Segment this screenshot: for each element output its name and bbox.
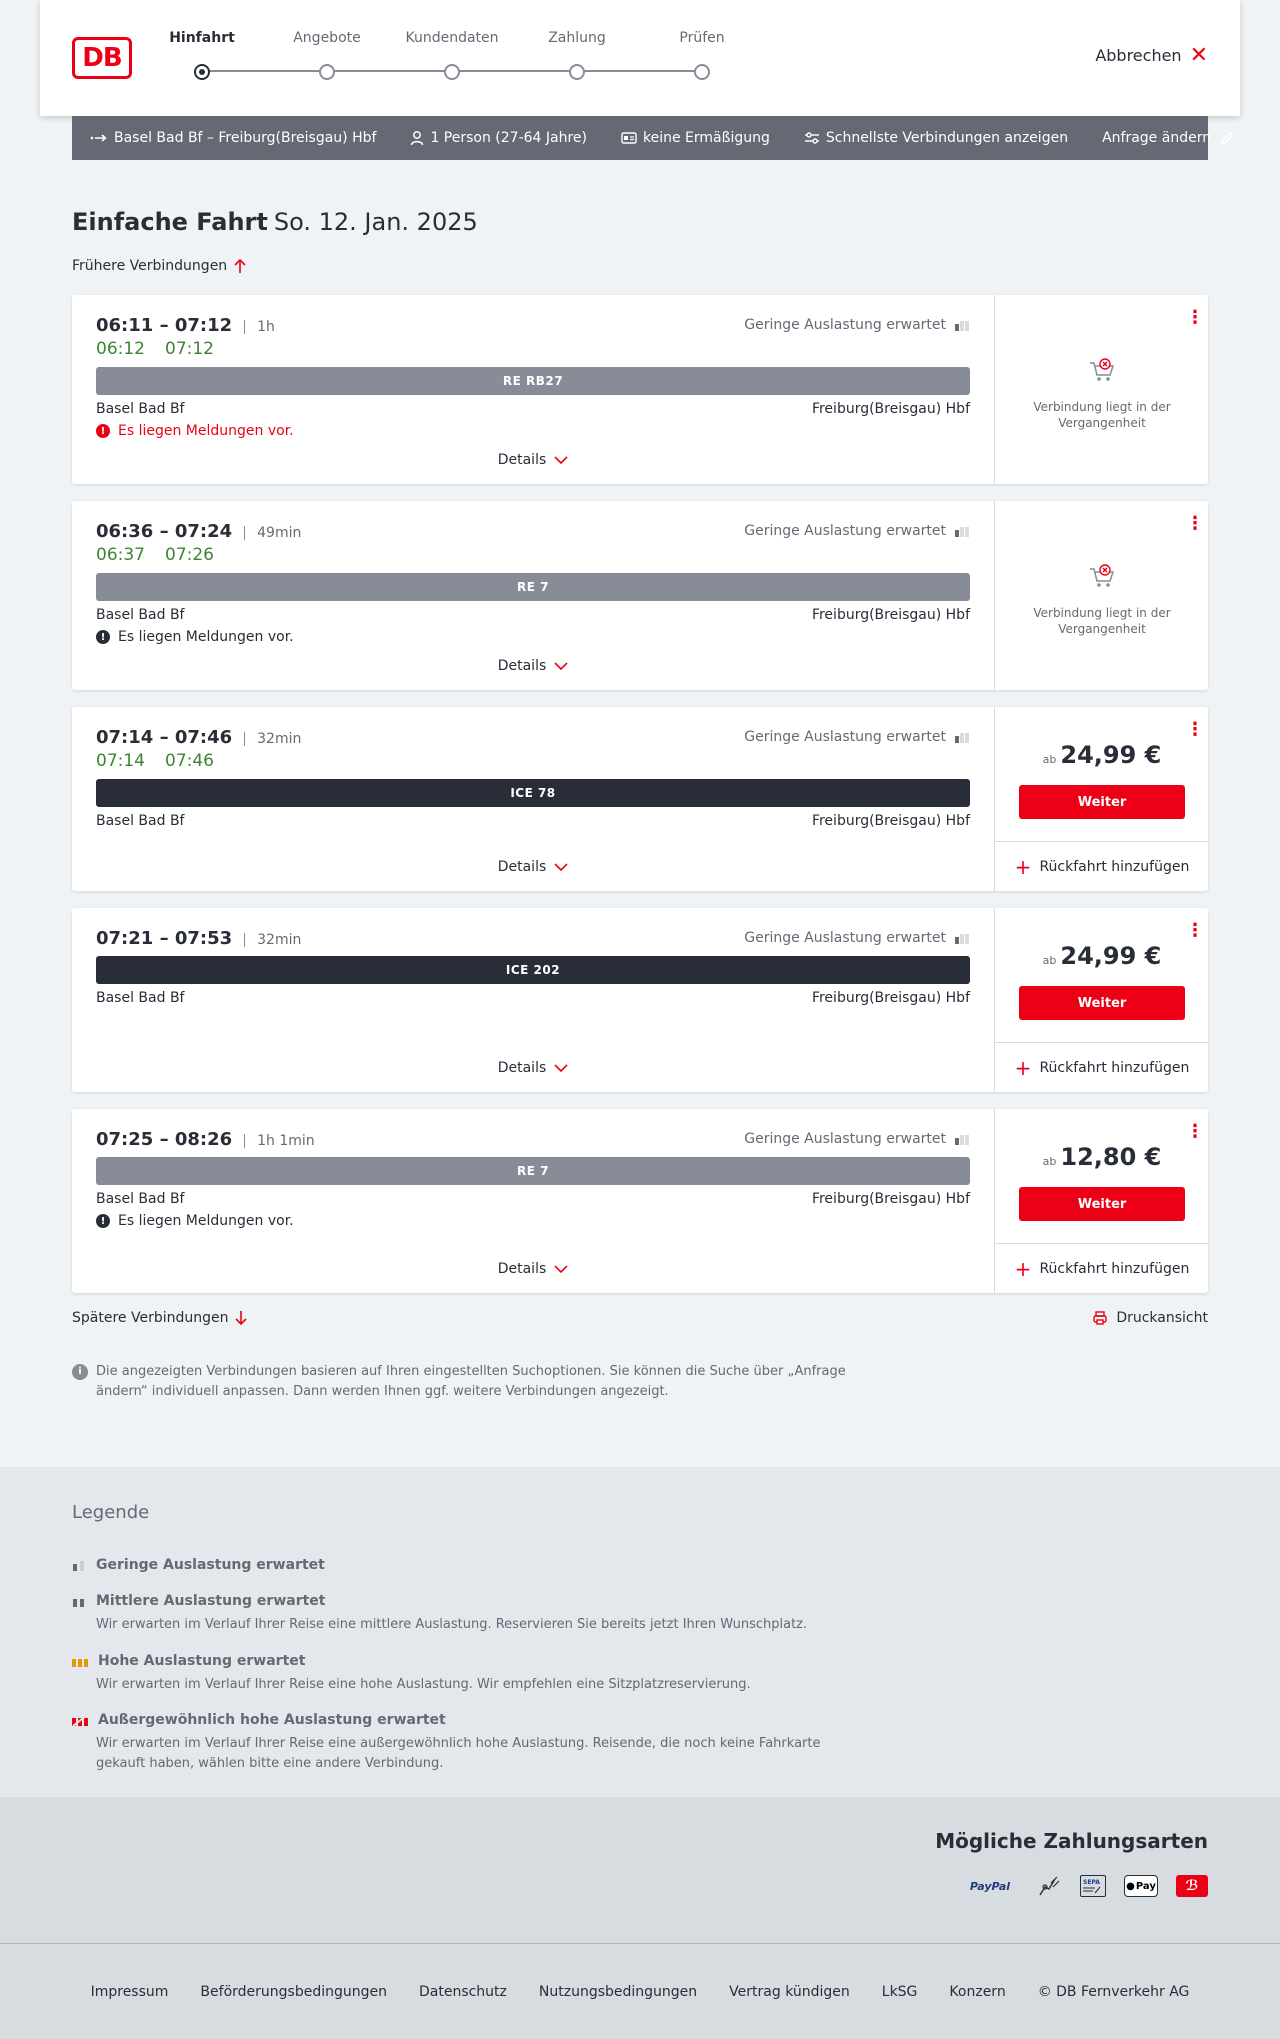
chevron-down-icon — [554, 456, 568, 464]
step-kundendaten — [402, 30, 502, 80]
footer-link-konzern[interactable]: Konzern — [949, 1983, 1006, 2000]
details-label: Details — [497, 859, 547, 875]
step-dot — [319, 64, 335, 80]
progress-stepper — [169, 30, 758, 90]
query-option — [804, 130, 1068, 146]
step-dot — [569, 64, 585, 80]
cancel-button[interactable] — [1095, 42, 1208, 68]
add-return-trip-label: Rückfahrt hinzufügen — [1039, 1059, 1190, 1076]
load-indicator — [744, 1131, 970, 1147]
search-info-note — [72, 1362, 852, 1402]
stations — [96, 607, 970, 623]
realtime-arrival: 07:46 — [165, 751, 214, 771]
continue-button[interactable]: Weiter — [1019, 986, 1185, 1020]
page-title — [72, 208, 478, 236]
connection-card — [72, 501, 1208, 690]
paypal-label: PayPal — [969, 1879, 1011, 1893]
connection-offer — [994, 295, 1208, 484]
details-label: Details — [497, 1060, 547, 1076]
realtime-departure: 06:12 — [96, 339, 145, 359]
add-return-trip-button[interactable] — [995, 1243, 1209, 1293]
step-dot — [694, 64, 710, 80]
arrival-station: Freiburg(Breisgau) Hbf — [811, 990, 970, 1006]
query-persons — [410, 130, 587, 146]
alert-icon: ! — [96, 424, 110, 438]
legend-item-label: Hohe Auslastung erwartet — [98, 1653, 306, 1669]
payment-methods — [0, 1797, 1280, 1943]
step-dot — [444, 64, 460, 80]
connection-duration: 32min — [244, 732, 301, 746]
continue-button[interactable]: Weiter — [1019, 1187, 1185, 1221]
departure-station: Basel Bad Bf — [96, 401, 185, 417]
price-prefix: ab — [1042, 954, 1057, 967]
page-title-type: Einfache Fahrt — [72, 208, 268, 236]
footer — [0, 1943, 1280, 2039]
stations — [96, 813, 970, 829]
plus-icon: + — [1014, 854, 1032, 879]
past-connection-notice — [995, 561, 1209, 637]
chevron-down-icon — [554, 1265, 568, 1273]
connection-offer — [994, 1109, 1208, 1293]
continue-button[interactable]: Weiter — [1019, 785, 1185, 819]
footer-link-befoerderungsbedingungen[interactable]: Beförderungsbedingungen — [200, 1983, 387, 2000]
connection-times — [96, 928, 301, 949]
load-label: Geringe Auslastung erwartet — [744, 317, 946, 333]
alert-text: Es liegen Meldungen vor. — [118, 1213, 294, 1229]
occupancy-low-icon — [954, 730, 970, 744]
connection-main — [72, 295, 994, 484]
connection-duration: 32min — [244, 933, 301, 947]
later-connections-link[interactable] — [72, 1310, 248, 1326]
print-view-label: Druckansicht — [1116, 1310, 1208, 1326]
apple-pay-label: Pay — [1135, 1880, 1156, 1892]
connection-card — [72, 707, 1208, 891]
load-indicator — [744, 930, 970, 946]
apple-logo-icon: ● — [1126, 1880, 1135, 1892]
more-options-icon[interactable]: ⋮ — [1186, 719, 1204, 740]
connection-main — [72, 908, 994, 1092]
cancel-label: Abbrechen — [1095, 46, 1182, 65]
price-prefix: ab — [1042, 753, 1057, 766]
load-label: Geringe Auslastung erwartet — [744, 1131, 946, 1147]
legend-item-title — [72, 1653, 872, 1669]
footer-link-vertrag-kuendigen[interactable]: Vertrag kündigen — [729, 1983, 850, 2000]
chevron-down-icon — [554, 662, 568, 670]
legend-title: Legende — [72, 1502, 150, 1523]
step-label: Prüfen — [679, 30, 725, 46]
train-bar[interactable]: RE 7 — [96, 573, 970, 601]
alert-icon: ! — [96, 1214, 110, 1228]
change-request-button[interactable] — [1102, 130, 1235, 146]
realtime-times — [96, 751, 234, 771]
header — [40, 0, 1240, 116]
connection-main — [72, 707, 994, 891]
past-connection-notice — [995, 355, 1209, 431]
later-connections-label: Spätere Verbindungen — [72, 1310, 229, 1326]
train-bar[interactable]: RE 7 — [96, 1157, 970, 1185]
cart-unavailable-icon — [1087, 355, 1117, 385]
past-connection-text: Verbindung liegt in der Vergangenheit — [1033, 400, 1171, 430]
planned-times: 06:11 – 07:12 — [96, 315, 233, 336]
departure-station: Basel Bad Bf — [96, 990, 185, 1006]
planned-times: 07:14 – 07:46 — [96, 727, 233, 748]
connection-duration: 49min — [244, 526, 301, 540]
payment-methods-title: Mögliche Zahlungsarten — [935, 1829, 1208, 1853]
direct-debit-icon — [1036, 1875, 1062, 1897]
paypal-icon — [962, 1875, 1018, 1897]
step-zahlung — [527, 30, 627, 80]
legend-item-medium — [72, 1593, 872, 1635]
price — [995, 741, 1209, 769]
alert-text: Es liegen Meldungen vor. — [118, 629, 294, 645]
chevron-down-icon — [554, 1064, 568, 1072]
person-icon — [410, 130, 424, 146]
train-bar[interactable]: ICE 78 — [96, 779, 970, 807]
connection-times — [96, 727, 301, 748]
occupancy-high-icon — [72, 1654, 88, 1668]
more-options-icon[interactable]: ⋮ — [1186, 920, 1204, 941]
alert-message — [96, 629, 294, 645]
connection-main — [72, 501, 994, 690]
db-bonus-icon: ℬ — [1176, 1875, 1208, 1897]
train-bar[interactable]: ICE 202 — [96, 956, 970, 984]
more-options-icon[interactable]: ⋮ — [1186, 1121, 1204, 1142]
connection-times — [96, 521, 301, 542]
arrival-station: Freiburg(Breisgau) Hbf — [811, 607, 970, 623]
query-option-label: Schnellste Verbindungen anzeigen — [825, 130, 1069, 146]
load-indicator — [744, 523, 970, 539]
legend-item-high — [72, 1653, 872, 1695]
step-label: Hinfahrt — [169, 30, 235, 46]
price-value: 12,80 € — [1060, 1143, 1162, 1171]
arrival-station: Freiburg(Breisgau) Hbf — [811, 813, 970, 829]
realtime-arrival: 07:26 — [165, 545, 214, 565]
query-summary-bar — [72, 116, 1212, 160]
sepa-icon — [1080, 1875, 1106, 1897]
occupancy-very-high-icon — [72, 1713, 88, 1727]
legend-item-label: Mittlere Auslastung erwartet — [96, 1593, 326, 1609]
details-label: Details — [497, 1261, 547, 1277]
legend-item-title — [72, 1557, 872, 1573]
details-toggle[interactable] — [72, 1060, 994, 1076]
connection-duration: 1h — [244, 320, 275, 334]
step-dot-active — [194, 64, 210, 80]
filter-icon — [804, 131, 820, 145]
sepa-label: SEPA — [1083, 1878, 1100, 1886]
footer-link-datenschutz[interactable]: Datenschutz — [418, 1983, 507, 2000]
realtime-departure: 07:14 — [96, 751, 145, 771]
departure-station: Basel Bad Bf — [96, 813, 185, 829]
printer-icon — [1092, 1310, 1108, 1326]
planned-times: 06:36 – 07:24 — [96, 521, 233, 542]
legend-item-description: Wir erwarten im Verlauf Ihrer Reise eine hohe Auslastung. Wir empfehlen eine Sitzplatzreservierung. — [96, 1677, 751, 1692]
train-bar[interactable]: RE RB27 — [96, 367, 970, 395]
price — [995, 942, 1209, 970]
legend-item-description: Wir erwarten im Verlauf Ihrer Reise eine mittlere Auslastung. Reservieren Sie bereits jetzt Ihren Wunschplatz. — [96, 1617, 808, 1632]
more-options-icon[interactable]: ⋮ — [1186, 513, 1204, 534]
planned-times: 07:21 – 07:53 — [96, 928, 233, 949]
legend-item-title — [72, 1712, 872, 1728]
occupancy-low-icon — [954, 931, 970, 945]
change-request-label: Anfrage ändern — [1102, 130, 1212, 146]
legend-item-very-high — [72, 1712, 872, 1774]
realtime-times — [96, 545, 234, 565]
price-value: 24,99 € — [1060, 942, 1162, 970]
chevron-down-icon — [554, 863, 568, 871]
add-return-trip-button[interactable] — [995, 841, 1209, 891]
plus-icon: + — [1014, 1256, 1032, 1281]
connection-duration: 1h 1min — [244, 1134, 315, 1148]
stations — [96, 401, 970, 417]
step-label: Kundendaten — [405, 30, 499, 46]
connection-card — [72, 1109, 1208, 1293]
close-icon: ✕ — [1189, 42, 1208, 68]
alert-text: Es liegen Meldungen vor. — [118, 423, 294, 439]
pencil-icon — [1219, 130, 1235, 146]
occupancy-low-icon — [72, 1558, 86, 1572]
realtime-departure: 06:37 — [96, 545, 145, 565]
alert-icon: ! — [96, 630, 110, 644]
more-options-icon[interactable]: ⋮ — [1186, 307, 1204, 328]
alert-message — [96, 1213, 294, 1229]
load-label: Geringe Auslastung erwartet — [744, 729, 946, 745]
arrow-up-icon — [233, 258, 247, 274]
earlier-connections-link[interactable] — [72, 258, 247, 274]
earlier-connections-label: Frühere Verbindungen — [72, 258, 228, 274]
occupancy-low-icon — [954, 524, 970, 538]
payment-icons — [962, 1875, 1208, 1897]
planned-times: 07:25 – 08:26 — [96, 1129, 233, 1150]
legend-item-label: Geringe Auslastung erwartet — [96, 1557, 325, 1573]
step-hinfahrt — [152, 30, 252, 80]
add-return-trip-label: Rückfahrt hinzufügen — [1039, 1260, 1190, 1277]
legend-item-low — [72, 1557, 872, 1573]
connection-times — [96, 1129, 315, 1150]
footer-link-nutzungsbedingungen[interactable]: Nutzungsbedingungen — [538, 1983, 698, 2000]
occupancy-medium-icon — [72, 1594, 86, 1608]
details-toggle[interactable] — [72, 658, 994, 674]
departure-station: Basel Bad Bf — [96, 1191, 185, 1207]
search-info-text: Die angezeigten Verbindungen basieren auf Ihren eingestellten Suchoptionen. Sie können die Suche über „Anfrage ändern“ individuell anpassen. Dann werden Ihnen ggf. weitere Verbindungen angezeigt. — [96, 1364, 846, 1399]
details-label: Details — [497, 452, 547, 468]
query-route — [90, 130, 376, 146]
apple-pay-icon — [1124, 1875, 1158, 1897]
footer-link-lksg[interactable]: LkSG — [881, 1983, 918, 2000]
load-indicator — [744, 317, 970, 333]
price — [995, 1143, 1209, 1171]
info-icon: i — [72, 1364, 88, 1380]
connection-times — [96, 315, 275, 336]
details-toggle[interactable] — [72, 859, 994, 875]
legend — [0, 1467, 1280, 1797]
route-arrow-icon — [90, 133, 108, 143]
footer-link-impressum[interactable]: Impressum — [90, 1983, 169, 2000]
departure-station: Basel Bad Bf — [96, 607, 185, 623]
legend-item-label: Außergewöhnlich hohe Auslastung erwartet — [98, 1712, 446, 1728]
realtime-arrival: 07:12 — [165, 339, 214, 359]
past-connection-text: Verbindung liegt in der Vergangenheit — [1033, 606, 1171, 636]
stations — [96, 1191, 970, 1207]
db-logo[interactable]: DB — [72, 37, 132, 79]
connection-offer — [994, 501, 1208, 690]
occupancy-low-icon — [954, 1132, 970, 1146]
connection-offer — [994, 908, 1208, 1092]
load-indicator — [744, 729, 970, 745]
step-pruefen — [652, 30, 752, 80]
connection-card — [72, 908, 1208, 1092]
query-persons-label: 1 Person (27-64 Jahre) — [430, 130, 587, 146]
arrow-down-icon — [234, 1310, 248, 1326]
connection-offer — [994, 707, 1208, 891]
footer-copyright: © DB Fernverkehr AG — [1037, 1983, 1190, 2000]
arrival-station: Freiburg(Breisgau) Hbf — [811, 1191, 970, 1207]
connection-main — [72, 1109, 994, 1293]
query-discount-label: keine Ermäßigung — [643, 130, 770, 146]
step-angebote — [277, 30, 377, 80]
legend-item-description: Wir erwarten im Verlauf Ihrer Reise eine außergewöhnlich hohe Auslastung. Reisende, die noch keine Fahrkarte gekauft haben, wählen bitte eine andere Verbindung. — [96, 1736, 821, 1771]
details-toggle[interactable] — [72, 1261, 994, 1277]
add-return-trip-label: Rückfahrt hinzufügen — [1039, 858, 1190, 875]
details-label: Details — [497, 658, 547, 674]
step-label: Zahlung — [548, 30, 606, 46]
step-label: Angebote — [293, 30, 361, 46]
alert-message — [96, 423, 294, 439]
add-return-trip-button[interactable] — [995, 1042, 1209, 1092]
cart-unavailable-icon — [1087, 561, 1117, 591]
query-discount — [621, 130, 770, 146]
load-label: Geringe Auslastung erwartet — [744, 523, 946, 539]
occupancy-low-icon — [954, 318, 970, 332]
print-view-link[interactable] — [1092, 1310, 1208, 1326]
legend-item-title — [72, 1593, 872, 1609]
card-icon — [621, 132, 637, 144]
page-title-date: So. 12. Jan. 2025 — [273, 208, 478, 236]
price-value: 24,99 € — [1060, 741, 1162, 769]
price-prefix: ab — [1042, 1155, 1057, 1168]
arrival-station: Freiburg(Breisgau) Hbf — [811, 401, 970, 417]
query-route-label: Basel Bad Bf – Freiburg(Breisgau) Hbf — [114, 130, 377, 146]
connection-card — [72, 295, 1208, 484]
load-label: Geringe Auslastung erwartet — [744, 930, 946, 946]
realtime-times — [96, 339, 234, 359]
details-toggle[interactable] — [72, 452, 994, 468]
plus-icon: + — [1014, 1055, 1032, 1080]
stations — [96, 990, 970, 1006]
